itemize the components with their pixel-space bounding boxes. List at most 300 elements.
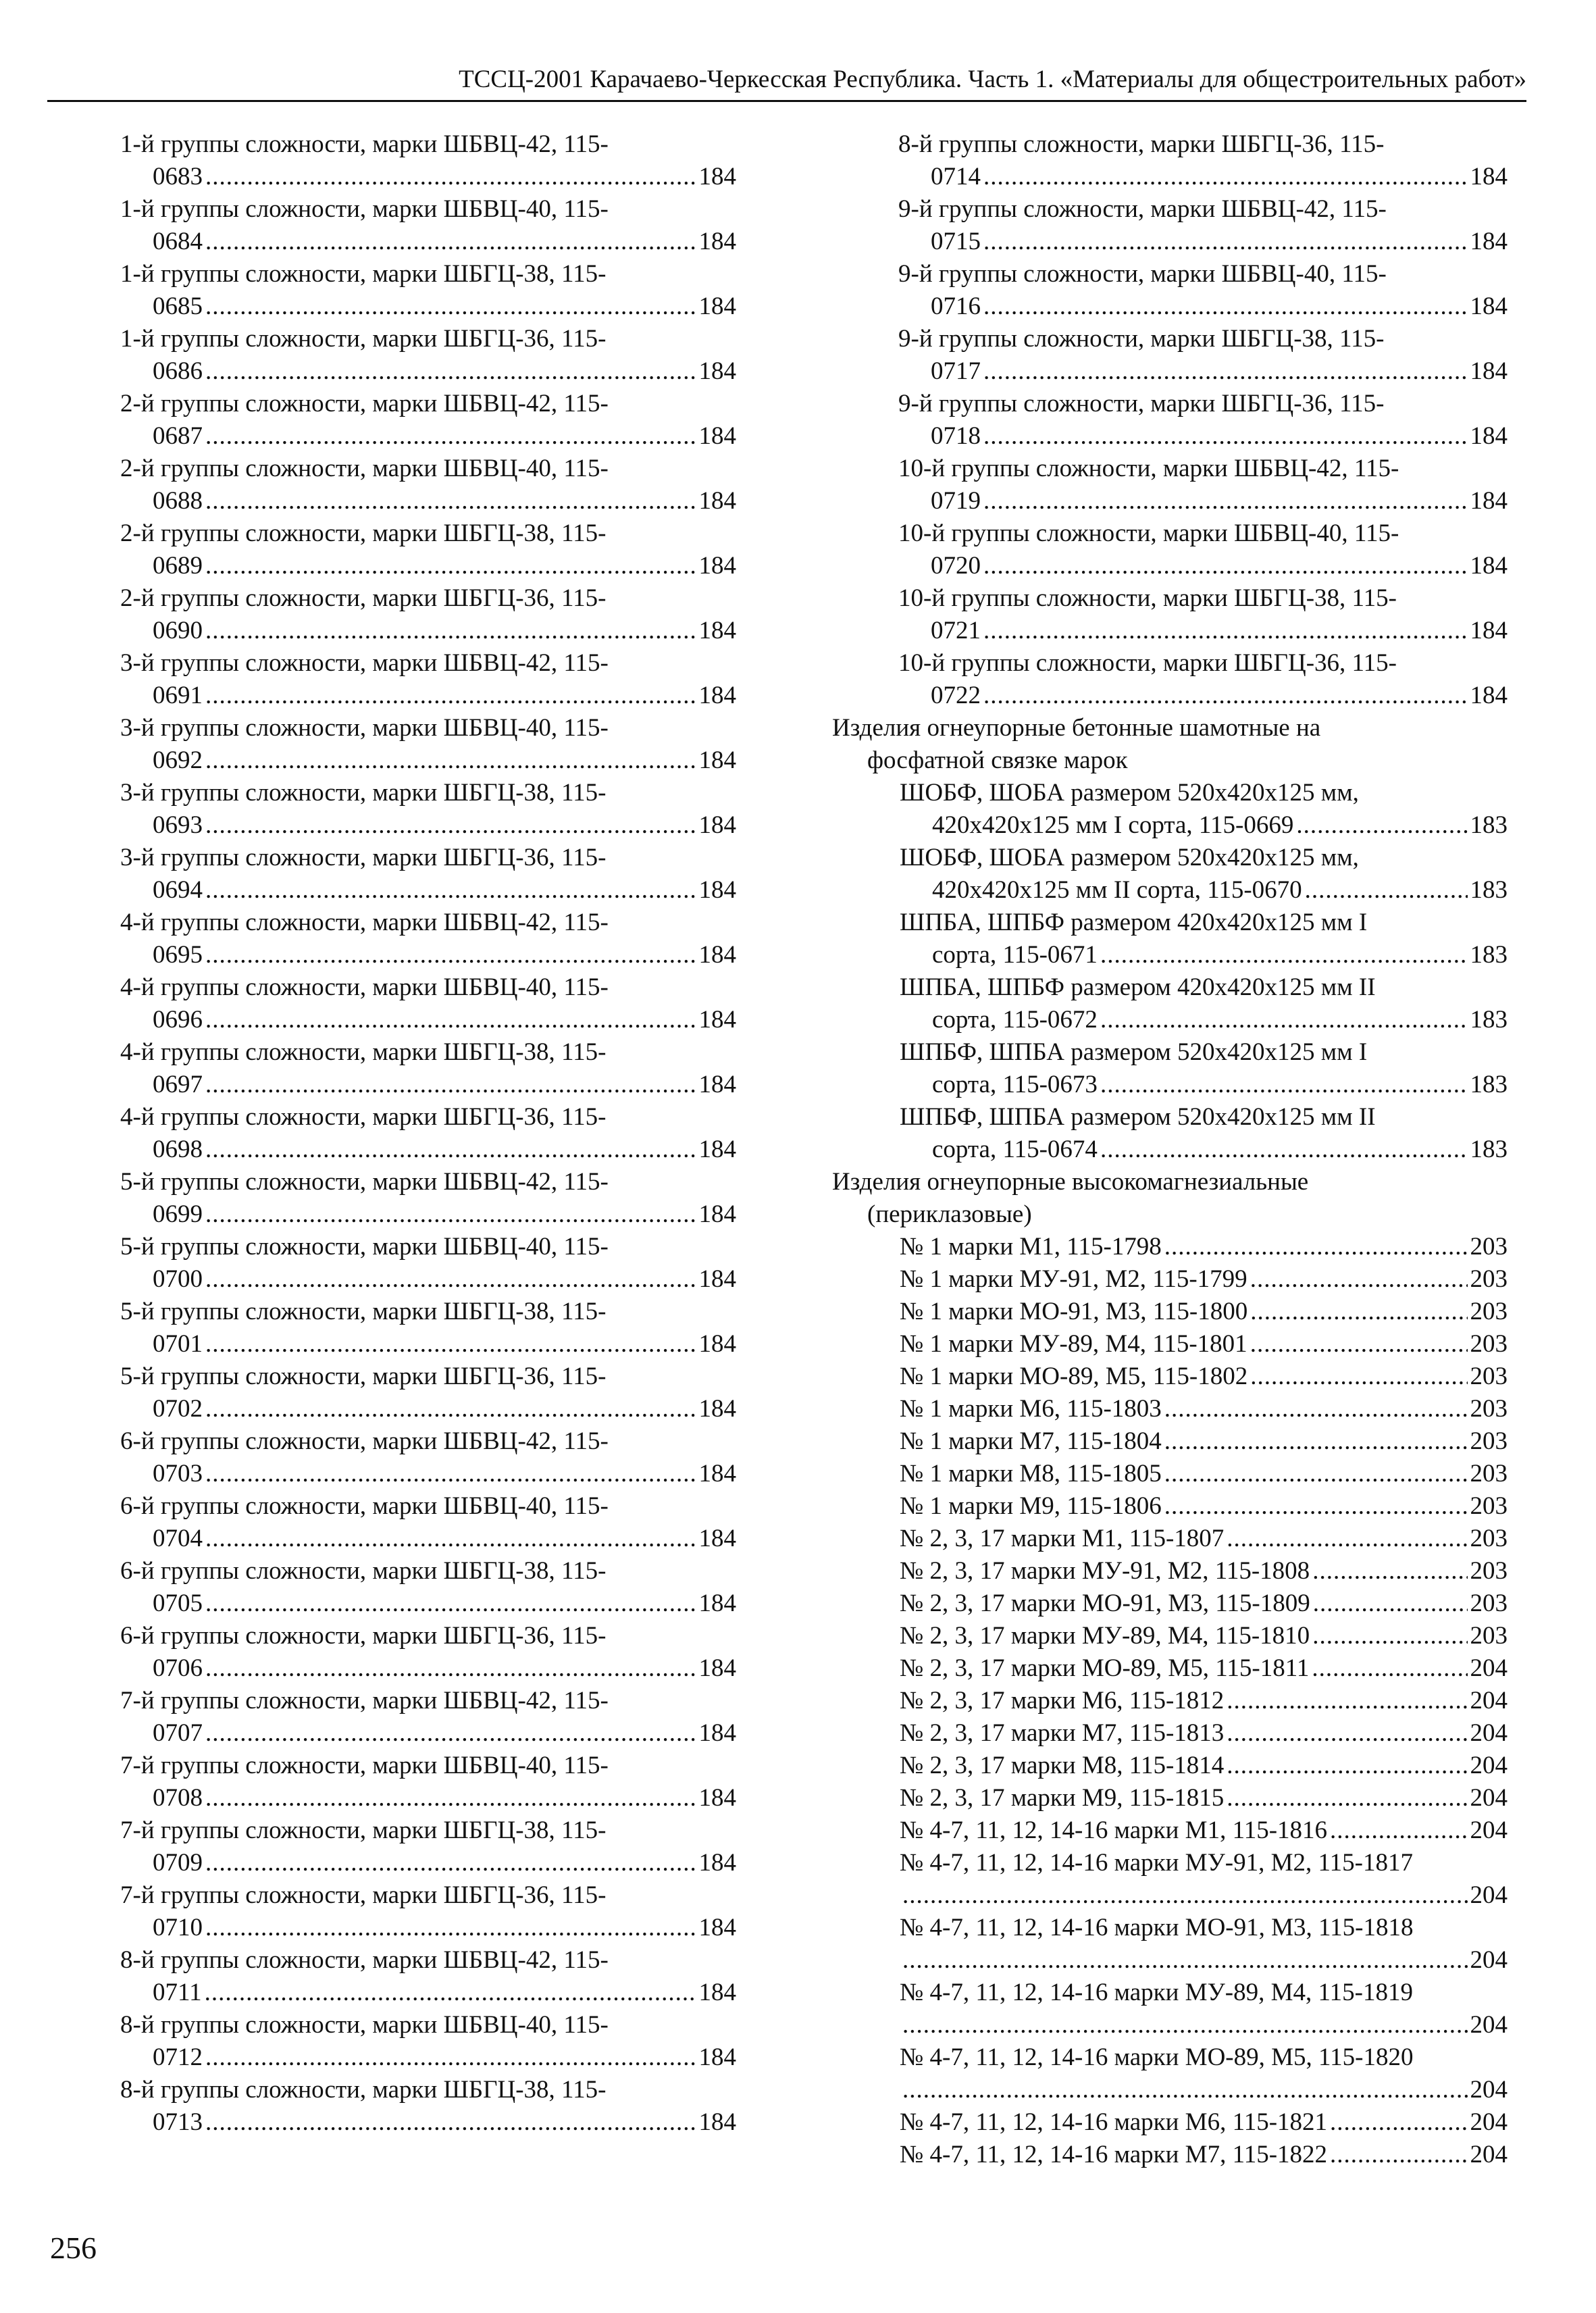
page-ref: 203 [1470,1265,1508,1293]
section-heading-line1: Изделия огнеупорные бетонные шамотные на [832,714,1321,742]
entry-text: № 2, 3, 17 марки МО-89, М5, 115-1811 [900,1654,1310,1682]
page-ref: 184 [1470,422,1508,450]
entry-line [898,161,1508,193]
entry-text: 0689 [153,552,203,580]
dot-leader [205,1458,696,1490]
index-entry [832,1036,1508,1101]
entry-line [120,226,736,258]
page-ref: 184 [1470,293,1508,320]
entry-line [120,161,736,193]
entry-text: № 4-7, 11, 12, 14-16 марки МО-89, М5, 115-1820 [900,2043,1414,2071]
dot-leader [205,420,696,453]
entry-text: 10-й группы сложности, марки ШБВЦ-42, 115- [898,455,1399,482]
page-header [47,65,1526,102]
entry-text: 6-й группы сложности, марки ШБВЦ-40, 115- [120,1492,609,1520]
page-ref: 203 [1470,1460,1508,1488]
entry-text: 0704 [153,1525,203,1552]
dot-leader [205,1912,696,1944]
entry-line [120,1977,736,2009]
entry-line [120,1263,736,1296]
entry-line [120,744,736,777]
page-ref: 204 [1470,1816,1508,1844]
index-entry [120,777,736,842]
entry-text: 10-й группы сложности, марки ШБГЦ-36, 115- [898,649,1397,677]
page-ref: 204 [1470,1752,1508,1779]
entry-text: 8-й группы сложности, марки ШБВЦ-42, 115- [120,1946,609,1974]
dot-leader [1312,1620,1467,1652]
index-entry [120,1879,736,1944]
entry-text: № 2, 3, 17 марки М7, 115-1813 [900,1719,1225,1747]
index-entry [832,1977,1508,2041]
entry-line [900,1328,1508,1361]
index-entry [832,1101,1508,1166]
entry-text: 3-й группы сложности, марки ШБВЦ-42, 115- [120,649,609,677]
index-entry [120,1620,736,1685]
entry-text: 10-й группы сложности, марки ШБГЦ-38, 115- [898,584,1397,612]
page-ref: 204 [1470,2011,1508,2039]
index-entry [832,2041,1508,2106]
entry-text: 0691 [153,682,203,709]
entry-line [900,1458,1508,1490]
index-entry [120,193,736,258]
index-entry [832,193,1508,258]
entry-line [900,809,1508,842]
page-ref: 184 [1470,552,1508,580]
entry-line [900,1750,1508,1782]
dot-leader [1305,874,1468,907]
page-ref: 184 [698,941,736,969]
dot-leader [1250,1296,1467,1328]
entry-text: № 1 марки М6, 115-1803 [900,1395,1162,1423]
entry-text: 4-й группы сложности, марки ШБВЦ-42, 115- [120,909,609,936]
index-entry [120,1101,736,1166]
entry-text: 420x420x125 мм II сорта, 115-0670 [932,876,1302,904]
entry-text: 5-й группы сложности, марки ШБГЦ-38, 115- [120,1298,607,1325]
entry-text: 0711 [153,1979,202,2006]
section-heading [832,1166,1508,1231]
entry-line [120,680,736,712]
entry-text: 0698 [153,1136,203,1163]
entry-text: № 1 марки М7, 115-1804 [900,1427,1162,1455]
left-column [120,128,736,2139]
entry-line [120,1587,736,1620]
dot-leader [1100,1134,1468,1166]
index-entry [120,1555,736,1620]
entry-text: 9-й группы сложности, марки ШБВЦ-40, 115- [898,260,1387,288]
page-number: 256 [50,2231,97,2265]
index-entry [832,1587,1508,1620]
entry-text: 1-й группы сложности, марки ШБГЦ-36, 115- [120,325,607,353]
page-ref: 184 [698,617,736,644]
entry-text: 0696 [153,1006,203,1034]
page-ref: 204 [1470,1946,1508,1974]
entry-line [120,874,736,907]
entry-text: 0720 [931,552,981,580]
page-ref: 184 [698,1719,736,1747]
page-ref: 184 [698,1590,736,1617]
right-column [832,128,1508,2171]
entry-text: 0719 [931,487,981,515]
dot-leader [205,2041,696,2074]
entry-text: 0706 [153,1654,203,1682]
dot-leader [205,1523,696,1555]
entry-text: № 1 марки МУ-89, М4, 115-1801 [900,1330,1247,1358]
page-ref: 203 [1470,1557,1508,1585]
entry-line [900,1814,1508,1847]
dot-leader [1164,1425,1468,1458]
entry-line [120,2041,736,2074]
page-ref: 203 [1470,1330,1508,1358]
entry-text: ШПБФ, ШПБА размером 520x420x125 мм I [900,1038,1368,1066]
page-ref: 203 [1470,1298,1508,1325]
entry-text: 5-й группы сложности, марки ШБГЦ-36, 115- [120,1363,607,1390]
index-entry [120,1166,736,1231]
section-heading-line2: (периклазовые) [867,1200,1032,1228]
index-entry [832,517,1508,582]
index-entry [120,517,736,582]
dot-leader [205,1847,696,1879]
page-ref: 183 [1470,941,1508,969]
dot-leader [205,1717,696,1750]
index-entry [832,1393,1508,1425]
entry-text: 0683 [153,163,203,190]
entry-text: № 2, 3, 17 марки М6, 115-1812 [900,1687,1225,1714]
dot-leader [1227,1717,1467,1750]
entry-line [900,939,1508,971]
dot-leader [205,226,696,258]
dot-leader [1227,1782,1467,1814]
page-ref: 184 [698,1849,736,1877]
entry-text: ШОБФ, ШОБА размером 520x420x125 мм, [900,779,1359,807]
dot-leader [205,1263,696,1296]
entry-text: 4-й группы сложности, марки ШБГЦ-38, 115- [120,1038,607,1066]
page-ref: 184 [698,487,736,515]
page-ref: 184 [698,2108,736,2136]
page-ref: 184 [698,1395,736,1423]
entry-text: 7-й группы сложности, марки ШБВЦ-40, 115- [120,1752,609,1779]
entry-text: 0721 [931,617,981,644]
page-ref: 184 [698,1071,736,1098]
page-ref: 184 [698,357,736,385]
index-entry [832,1361,1508,1393]
page-ref: 184 [698,1784,736,1812]
index-entry [832,582,1508,647]
entry-line [120,1069,736,1101]
entry-line [120,939,736,971]
entry-text: 4-й группы сложности, марки ШБВЦ-40, 115- [120,973,609,1001]
entry-line [120,1004,736,1036]
page-ref: 183 [1470,1071,1508,1098]
entry-text: 0717 [931,357,981,385]
index-entry [832,1555,1508,1587]
entry-text: 6-й группы сложности, марки ШБГЦ-38, 115- [120,1557,607,1585]
entry-text: 1-й группы сложности, марки ШБВЦ-42, 115- [120,130,609,158]
entry-line [120,1393,736,1425]
entry-line [120,1523,736,1555]
entry-text: 0722 [931,682,981,709]
entry-text: 0694 [153,876,203,904]
index-entry [120,323,736,388]
index-entry [120,2009,736,2074]
entry-text: 3-й группы сложности, марки ШБВЦ-40, 115- [120,714,609,742]
index-entry [832,388,1508,453]
entry-text: сорта, 115-0671 [932,941,1098,969]
page-ref: 183 [1470,1006,1508,1034]
entry-text: 7-й группы сложности, марки ШБГЦ-36, 115- [120,1881,607,1909]
index-entry [120,1361,736,1425]
index-entry [120,1296,736,1361]
page-ref: 183 [1470,1136,1508,1163]
entry-line [898,485,1508,517]
entry-line [898,550,1508,582]
entry-text: 0684 [153,228,203,255]
page-ref: 184 [698,876,736,904]
entry-line [120,485,736,517]
entry-text: 0700 [153,1265,203,1293]
index-entry [832,1652,1508,1685]
entry-text: ШОБФ, ШОБА размером 520x420x125 мм, [900,844,1359,871]
entry-line [900,2074,1508,2106]
index-entry [120,2074,736,2139]
dot-leader [205,1587,696,1620]
entry-text: 0693 [153,811,203,839]
entry-line [900,1652,1508,1685]
entry-line [900,1231,1508,1263]
entry-text: 9-й группы сложности, марки ШБГЦ-38, 115- [898,325,1385,353]
index-entry [120,1814,736,1879]
page-ref: 184 [698,1330,736,1358]
index-entry [832,1490,1508,1523]
entry-text: 10-й группы сложности, марки ШБВЦ-40, 115- [898,519,1399,547]
dot-leader [1312,1652,1467,1685]
entry-line [120,1652,736,1685]
entry-line [900,1004,1508,1036]
entry-text: 0709 [153,1849,203,1877]
entry-text: № 2, 3, 17 марки МУ-91, М2, 115-1808 [900,1557,1310,1585]
dot-leader [205,809,696,842]
entry-line [898,355,1508,388]
entry-text: № 2, 3, 17 марки МО-91, М3, 115-1809 [900,1590,1310,1617]
page-ref: 203 [1470,1622,1508,1650]
page-ref: 204 [1470,2076,1508,2104]
page-ref: 184 [698,1914,736,1941]
index-entry [120,1036,736,1101]
page-ref: 203 [1470,1395,1508,1423]
index-entry [832,777,1508,842]
index-entry [832,1458,1508,1490]
section-heading-line2: фосфатной связке марок [867,746,1128,774]
index-entry [832,971,1508,1036]
entry-line [898,290,1508,323]
dot-leader [1227,1685,1467,1717]
dot-leader [1312,1555,1467,1587]
dot-leader [205,1198,696,1231]
index-entry [120,1685,736,1750]
dot-leader [205,1004,696,1036]
page-ref: 184 [698,293,736,320]
entry-line [900,1425,1508,1458]
entry-text: 0705 [153,1590,203,1617]
dot-leader [1164,1458,1468,1490]
index-entry [832,647,1508,712]
page-ref: 184 [1470,617,1508,644]
entry-line [120,809,736,842]
entry-line [900,1393,1508,1425]
page-ref: 203 [1470,1427,1508,1455]
index-entry [832,258,1508,323]
entry-line [898,615,1508,647]
entry-line [898,420,1508,453]
page-ref: 184 [698,1136,736,1163]
entry-text: 8-й группы сложности, марки ШБГЦ-38, 115- [120,2076,607,2104]
dot-leader [1313,1587,1468,1620]
dot-leader [983,680,1468,712]
dot-leader [1250,1263,1468,1296]
dot-leader [205,680,696,712]
dot-leader [902,1944,1468,1977]
dot-leader [1330,2106,1467,2139]
entry-text: № 1 марки М8, 115-1805 [900,1460,1162,1488]
page-ref: 204 [1470,1719,1508,1747]
entry-text: сорта, 115-0673 [932,1071,1098,1098]
entry-text: 5-й группы сложности, марки ШБВЦ-40, 115- [120,1233,609,1261]
page-ref: 203 [1470,1363,1508,1390]
entry-line [120,1717,736,1750]
page-ref: 204 [1470,1881,1508,1909]
dot-leader [1100,1004,1468,1036]
dot-leader [205,290,696,323]
index-entry [120,128,736,193]
dot-leader [983,615,1468,647]
entry-text: 5-й группы сложности, марки ШБВЦ-42, 115- [120,1168,609,1196]
entry-text: 0716 [931,293,981,320]
entry-line [900,2009,1508,2041]
page-ref: 203 [1470,1492,1508,1520]
entry-line [120,1458,736,1490]
entry-line [898,226,1508,258]
index-entry [832,1912,1508,1977]
dot-leader [983,226,1468,258]
page-ref: 184 [698,1006,736,1034]
entry-line [898,680,1508,712]
dot-leader [205,1782,696,1814]
entry-text: 1-й группы сложности, марки ШБГЦ-38, 115- [120,260,607,288]
page-ref: 204 [1470,2141,1508,2168]
entry-text: 6-й группы сложности, марки ШБВЦ-42, 115- [120,1427,609,1455]
dot-leader [1227,1523,1467,1555]
page-ref: 184 [698,163,736,190]
index-entry [832,1328,1508,1361]
dot-leader [205,939,696,971]
dot-leader [983,161,1468,193]
page-ref: 184 [1470,163,1508,190]
page-ref: 184 [698,552,736,580]
dot-leader [205,485,696,517]
entry-text: 2-й группы сложности, марки ШБВЦ-42, 115- [120,390,609,417]
page-ref: 184 [698,2043,736,2071]
header-title: ТССЦ-2001 Карачаево-Черкесская Республика. Часть 1. «Материалы для общестроительных работ» [459,66,1526,93]
index-entry [832,2139,1508,2171]
index-entry [832,453,1508,517]
entry-line [120,615,736,647]
entry-text: № 1 марки МО-91, М3, 115-1800 [900,1298,1248,1325]
entry-text: № 4-7, 11, 12, 14-16 марки М6, 115-1821 [900,2108,1328,2136]
page-ref: 184 [698,682,736,709]
entry-text: сорта, 115-0672 [932,1006,1098,1034]
section-heading-line1: Изделия огнеупорные высокомагнезиальные [832,1168,1309,1196]
page-ref: 183 [1470,811,1508,839]
page-ref: 184 [698,422,736,450]
entry-line [900,1717,1508,1750]
entry-line [900,874,1508,907]
entry-line [900,2139,1508,2171]
entry-text: 0697 [153,1071,203,1098]
dot-leader [205,161,696,193]
dot-leader [902,1879,1468,1912]
index-entry [832,1296,1508,1328]
entry-text: 8-й группы сложности, марки ШБВЦ-40, 115- [120,2011,609,2039]
index-entry [832,2106,1508,2139]
entry-text: 0718 [931,422,981,450]
entry-line [120,1782,736,1814]
entry-text: ШПБФ, ШПБА размером 520x420x125 мм II [900,1103,1376,1131]
entry-line [900,1587,1508,1620]
entry-text: ШПБА, ШПБФ размером 420x420x125 мм I [900,909,1368,936]
page-ref: 184 [698,228,736,255]
entry-text: № 2, 3, 17 марки М1, 115-1807 [900,1525,1225,1552]
entry-text: 0699 [153,1200,203,1228]
index-entry [120,582,736,647]
dot-leader [983,550,1468,582]
entry-text: № 4-7, 11, 12, 14-16 марки М1, 115-1816 [900,1816,1328,1844]
index-entry [120,1425,736,1490]
entry-text: 0703 [153,1460,203,1488]
entry-line [120,1198,736,1231]
entry-text: 0710 [153,1914,203,1941]
index-entry [832,1717,1508,1750]
dot-leader [1227,1750,1467,1782]
entry-text: 0687 [153,422,203,450]
page-ref: 184 [1470,228,1508,255]
page-ref: 184 [698,811,736,839]
entry-line [120,550,736,582]
entry-line [900,1782,1508,1814]
dot-leader [902,2074,1468,2106]
page-ref: 184 [1470,682,1508,709]
page-ref: 203 [1470,1590,1508,1617]
index-entry [120,1750,736,1814]
entry-text: сорта, 115-0674 [932,1136,1098,1163]
page-ref: 203 [1470,1233,1508,1261]
entry-line [900,1069,1508,1101]
entry-line [900,1490,1508,1523]
dot-leader [983,420,1468,453]
entry-text: 0712 [153,2043,203,2071]
entry-text: № 4-7, 11, 12, 14-16 марки МУ-91, М2, 115-1817 [900,1849,1413,1877]
index-entry [832,1814,1508,1847]
entry-text: 0690 [153,617,203,644]
page-ref: 203 [1470,1525,1508,1552]
entry-line [900,1944,1508,1977]
dot-leader [1164,1393,1468,1425]
index-entry [832,1750,1508,1782]
dot-leader [1164,1231,1468,1263]
page-ref: 184 [698,1979,736,2006]
entry-text: 0686 [153,357,203,385]
page-ref: 184 [1470,357,1508,385]
dot-leader [983,355,1468,388]
dot-leader [205,1328,696,1361]
